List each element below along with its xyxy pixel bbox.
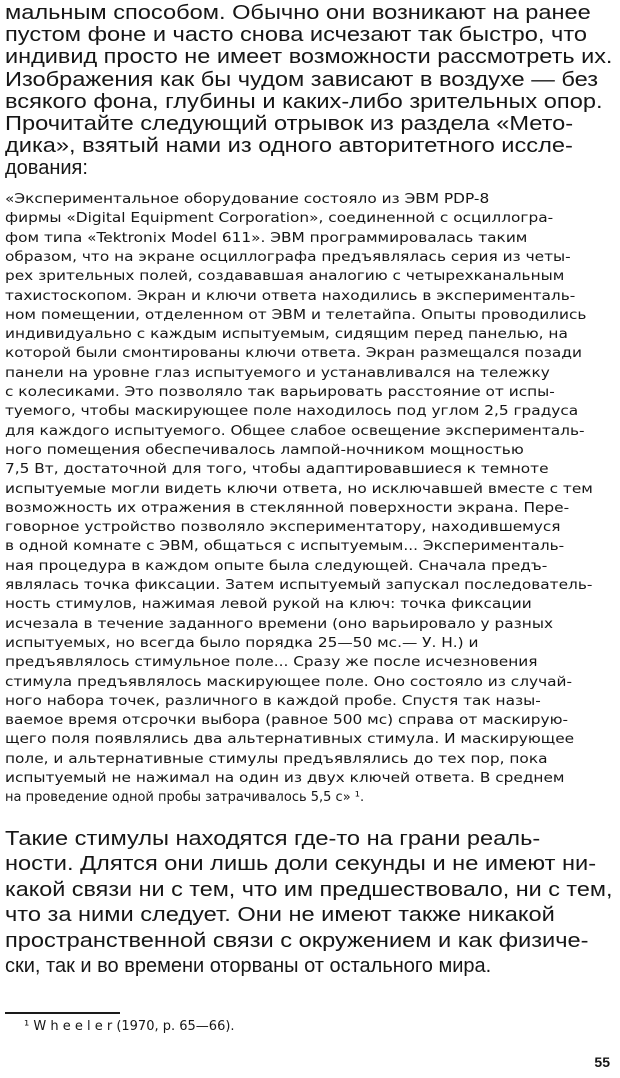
bottom-paragraph-line: какой связи ни с тем, что им предшествовало, ни с тем,: [5, 878, 613, 901]
bottom-paragraph-line: ски, так и во времени оторваны от остального мира.: [5, 955, 492, 977]
quote-line: поле, и альтернативные стимулы предъявлялись до тех пор, пока: [5, 751, 548, 767]
quote-line: которой были смонтированы ключи ответа. Экран размещался позади: [5, 346, 582, 362]
quote-line: являлась точка фиксации. Затем испытуемый запускал последователь-: [5, 578, 593, 593]
page-number: 55: [594, 1054, 610, 1070]
quote-line: ного набора точек, различного в каждой пробе. Спустя так назы-: [5, 693, 541, 709]
quote-line: исчезала в течение заданного времени (оно варьировало у разных: [5, 616, 554, 632]
bottom-paragraph-line: пространственной связи с окружением и как физиче-: [5, 929, 589, 952]
bottom-paragraph-line: что за ними следует. Они не имеют также никакой: [5, 904, 555, 927]
bottom-paragraph-line: ности. Длятся они лишь доли секунды и не имеют ни-: [5, 853, 597, 876]
footnote-separator: [5, 1012, 120, 1014]
quote-line: испытуемые могли видеть ключи ответа, но исключавшей вместе с тем: [5, 481, 593, 497]
quote-line: фом типа «Tektronix Model 611». ЭВМ программировалась таким: [5, 230, 528, 246]
quote-line: испытуемых, но всегда было порядка 25—50 мс.— У. Н.) и: [5, 635, 479, 651]
quote-line: ном помещении, отделенном от ЭВМ и телетайпа. Опыты проводились: [5, 307, 587, 323]
top-paragraph-line: всякого фона, глубины и каких-либо зрительных опор.: [5, 90, 603, 113]
top-paragraph-line: пустом фоне и часто снова исчезают так быстро, что: [5, 24, 588, 47]
quote-line: на проведение одной пробы затрачивалось 5,5 с» ¹.: [5, 790, 365, 806]
quote-line: испытуемый не нажимал на один из двух ключей ответа. В среднем: [5, 771, 565, 786]
top-paragraph-line: дика», взятый нами из одного авторитетного иссле-: [5, 135, 573, 158]
quote-line: говорное устройство позволяло экспериментатору, находившемуся: [5, 520, 561, 536]
quote-line: ная процедура в каждом опыте была следующей. Сначала предъ-: [5, 558, 548, 574]
quote-line: панели на уровне глаз испытуемого и устанавливался на тележку: [5, 365, 550, 381]
top-paragraph-line: индивид просто не имеет возможности рассмотреть их.: [5, 46, 613, 69]
quote-line: фирмы «Digital Equipment Corporation», соединенной с осциллогра-: [5, 211, 554, 227]
top-paragraph-line: дования:: [5, 157, 88, 180]
quote-line: туемого, чтобы маскирующее поле находилось под углом 2,5 градуса: [5, 404, 579, 420]
footnote: ¹ W h e e l e r (1970, p. 65—66).: [24, 1019, 235, 1034]
quote-line: образом, что на экране осциллографа предъявлялась серия из четы-: [5, 249, 571, 265]
quote-line: 7,5 Вт, достаточной для того, чтобы адаптировавшиеся к темноте: [5, 462, 549, 478]
top-paragraph-line: мальным способом. Обычно они возникают на ранее: [5, 2, 591, 24]
quote-line: с колесиками. Это позволяло так варьировать расстояние от испы-: [5, 385, 555, 400]
quote-line: возможность их отражения в стеклянной поверхности экрана. Пере-: [5, 500, 570, 516]
quote-line: для каждого испытуемого. Общее слабое освещение эксперименталь-: [5, 423, 585, 439]
quote-line: тахистоскопом. Экран и ключи ответа находились в эксперименталь-: [5, 288, 576, 304]
top-paragraph-line: Изображения как бы чудом зависают в воздухе — без: [5, 68, 599, 91]
quote-line: стимула предъявлялось маскирующее поле. Оно состояло из случай-: [5, 674, 573, 690]
quote-line: в одной комнате с ЭВМ, общаться с испытуемым... Эксперименталь-: [5, 539, 565, 555]
quote-line: рех зрительных полей, создававшая аналогию с четырехканальным: [5, 269, 565, 285]
quote-line: ного помещения обеспечивалось лампой-ночником мощностью: [5, 442, 524, 458]
quote-line: щего поля появлялись два альтернативных стимула. И маскирующее: [5, 732, 575, 748]
top-paragraph-line: Прочитайте следующий отрывок из раздела «Мето-: [5, 113, 574, 135]
quote-line: ваемое время отсрочки выбора (равное 500 мс) справа от маскирую-: [5, 713, 569, 729]
quote-line: предъявлялось стимульное поле... Сразу же после исчезновения: [5, 655, 538, 671]
bottom-paragraph-line: Такие стимулы находятся где-то на грани реаль-: [5, 828, 541, 850]
quote-line: индивидуально с каждым испытуемым, сидящим перед панелью, на: [5, 327, 568, 343]
quote-line: ность стимулов, нажимая левой рукой на ключ: точка фиксации: [5, 597, 532, 613]
quote-line: «Экспериментальное оборудование состояло из ЭВМ PDP-8: [5, 192, 490, 207]
